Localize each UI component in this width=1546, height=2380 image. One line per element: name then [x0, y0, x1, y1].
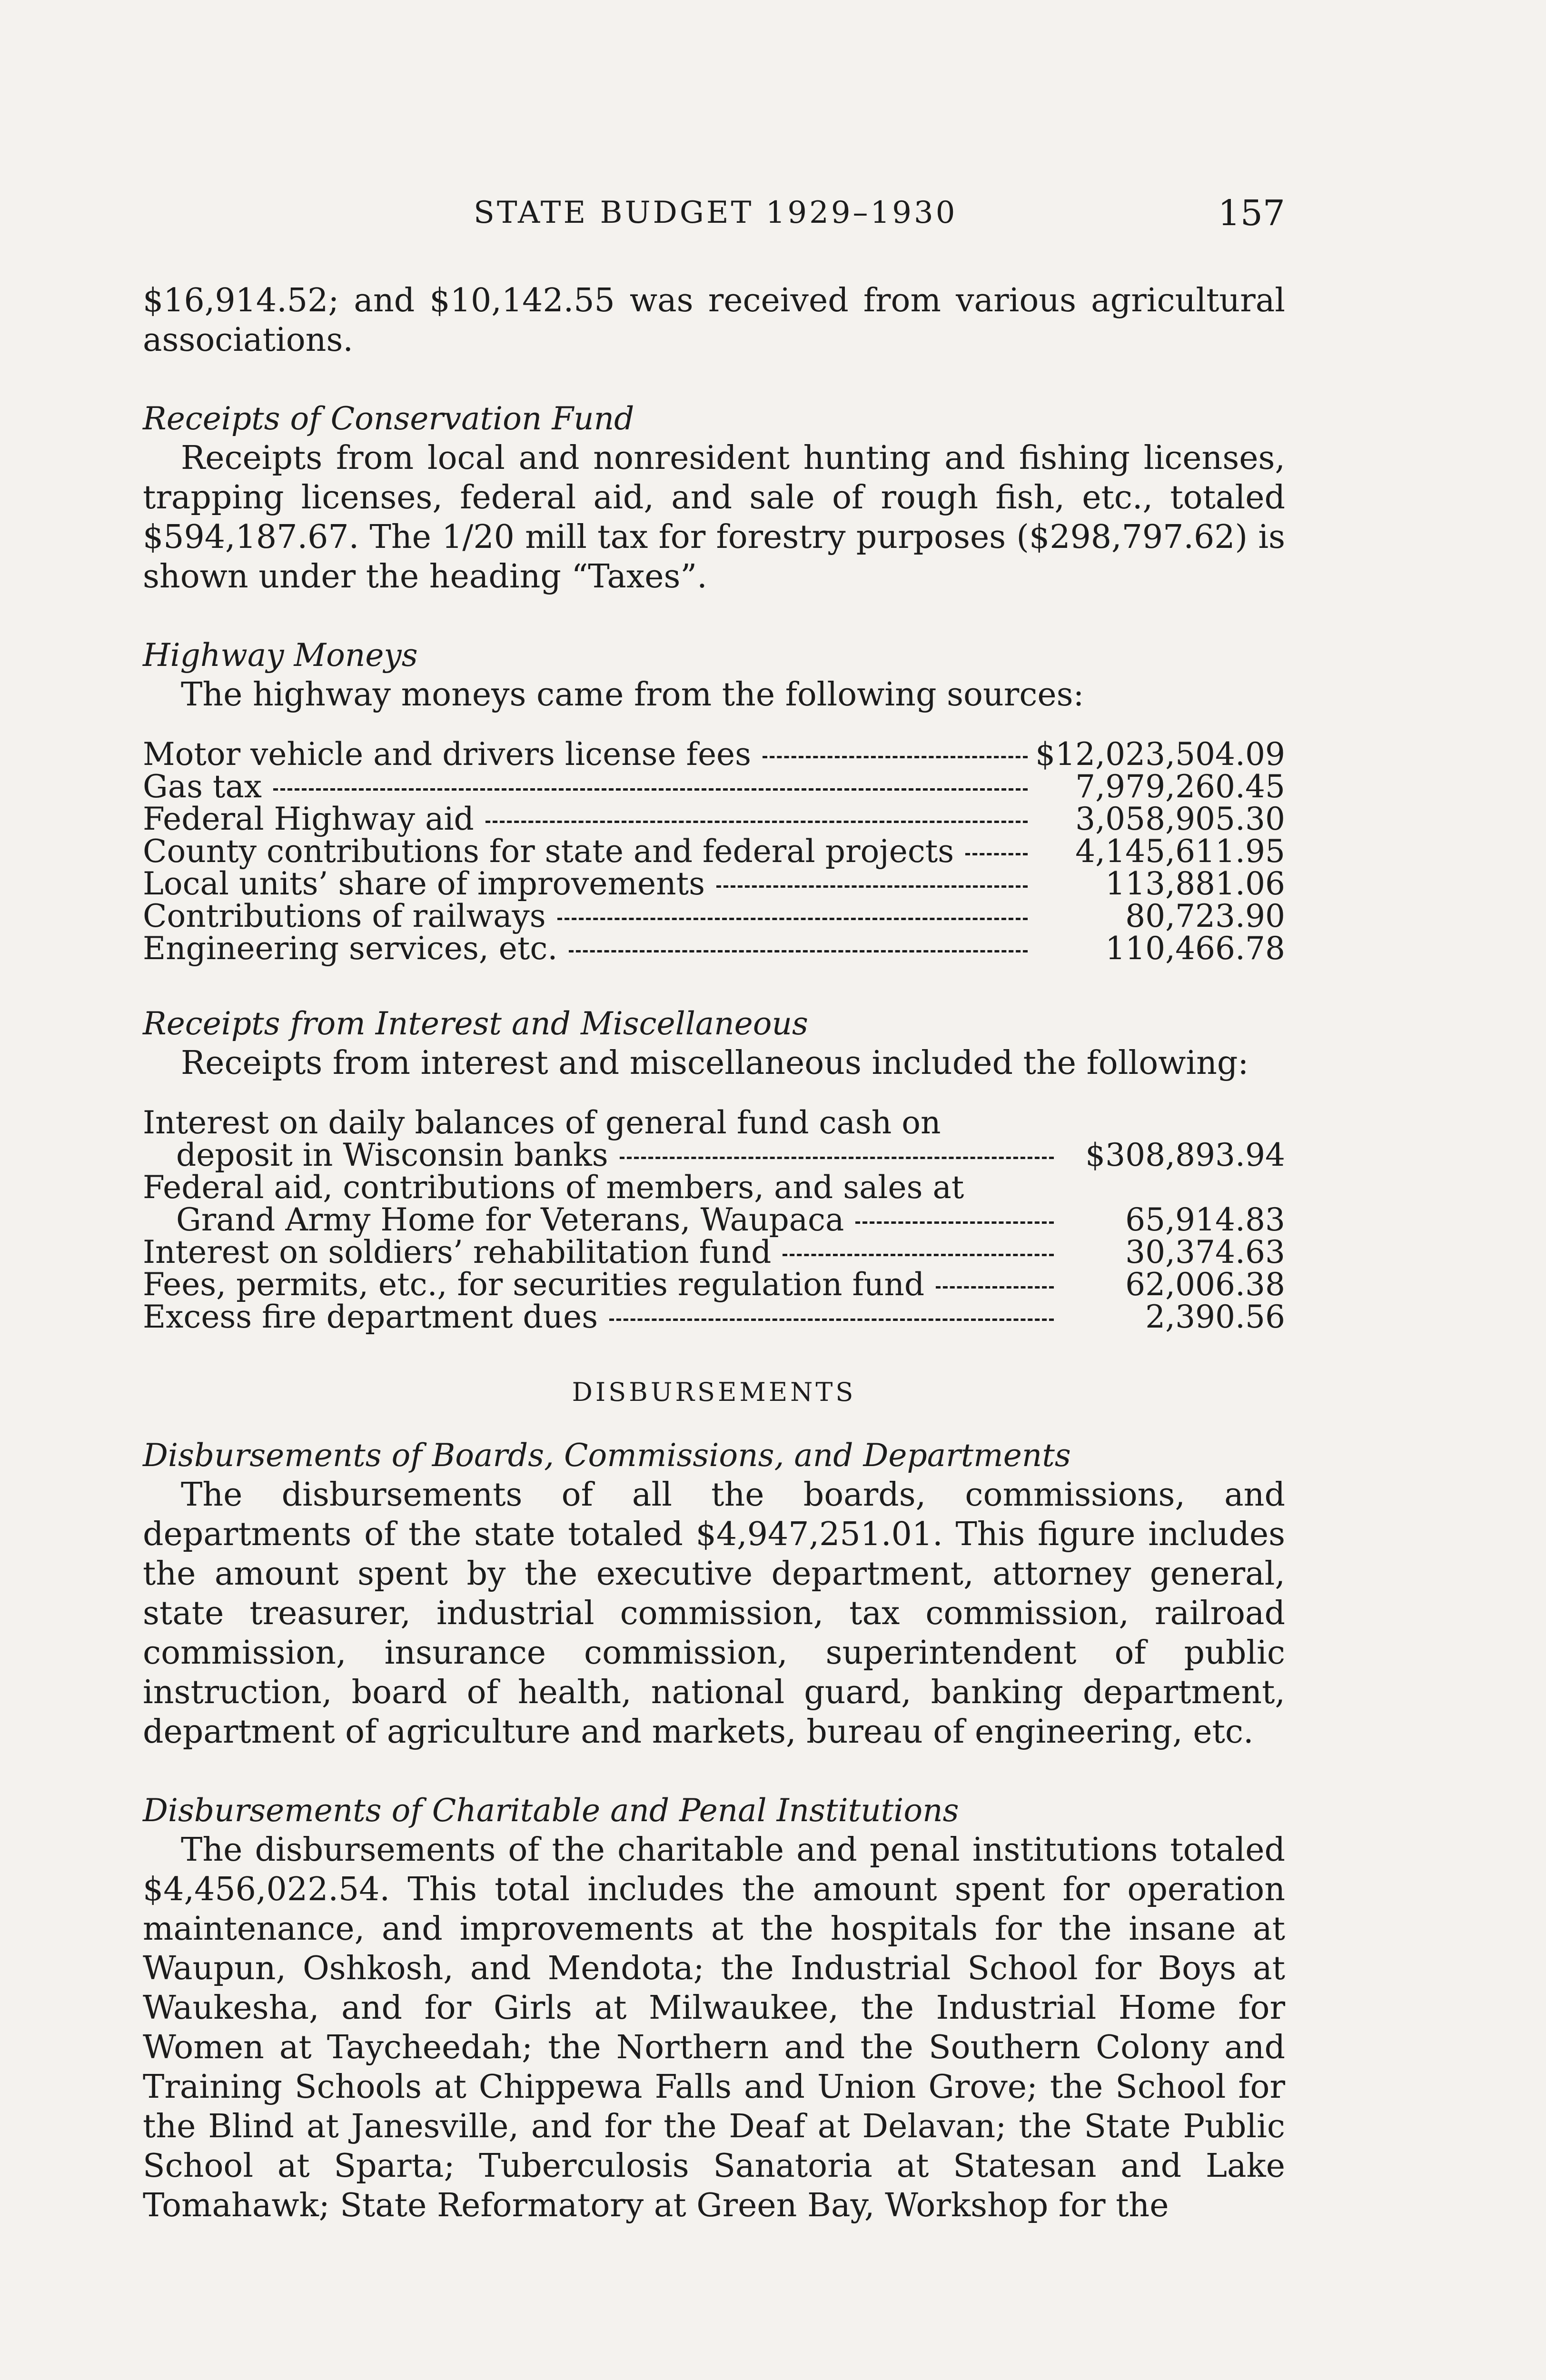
row-label: Contributions of railways [143, 898, 546, 934]
table-row [143, 738, 1285, 771]
table-row [143, 1107, 1285, 1139]
dot-leader [620, 1157, 1054, 1159]
charitable-paragraph: The disbursements of the charitable and penal institutions totaled $4,456,022.54. This total includes the amount spent for operation maintenance, and improvements at the hospitals for the insane at Waupun, Oshkosh, and Mendota; the Industrial School for Boys at Waukesha, and for Girls at Milwaukee, the Industrial Home for Women at Taycheedah; the Northern and the Southern Colony and Training Schools at Chippewa Falls and Union Grove; the School for the Blind at Janesville, and for the Deaf at Delavan; the State Public School at Sparta; Tuberculosis Sanatoria at Statesan and Lake Tomahawk; State Reformatory at Green Bay, Workshop for the [143, 1831, 1285, 2224]
boards-paragraph: The disbursements of all the boards, commissions, and departments of the state totaled $4,947,251.01. This figure includes the amount spent by the executive department, attorney general, state treasurer, industrial commission, tax commission, railroad commission, insurance commission, superintendent of public instruction, board of health, national guard, banking department, department of agriculture and markets, bureau of engineering, etc. [143, 1476, 1285, 1751]
page-body [143, 281, 1285, 2225]
row-amount: 113,881.06 [1105, 865, 1285, 902]
table-row [143, 1139, 1285, 1171]
row-label: Federal aid, contributions of members, and sales at [143, 1169, 964, 1206]
row-amount: 65,914.83 [1125, 1201, 1285, 1238]
interest-intro: Receipts from interest and miscellaneous included the following: [181, 1044, 1249, 1082]
dot-leader [783, 1254, 1054, 1256]
dot-leader [855, 1221, 1054, 1224]
interest-heading: Receipts from Interest and Miscellaneous [143, 1005, 808, 1042]
row-amount: 62,006.38 [1125, 1266, 1285, 1303]
row-amount: 80,723.90 [1125, 898, 1285, 934]
dot-leader [273, 788, 1028, 791]
table-row [143, 771, 1285, 803]
row-label: Federal Highway aid [143, 801, 474, 837]
dot-leader [965, 853, 1028, 855]
row-label-continued: deposit in Wisconsin banks [176, 1137, 608, 1173]
table-row [143, 1269, 1285, 1301]
dot-leader [557, 918, 1028, 920]
dot-leader [609, 1319, 1054, 1321]
table-row [143, 803, 1285, 835]
table-row [143, 900, 1285, 932]
interest-table [143, 1104, 1285, 1335]
row-label: Fees, permits, etc., for securities regulation fund [143, 1266, 925, 1303]
dot-leader [486, 821, 1028, 823]
row-label: Interest on daily balances of general fund cash on [143, 1104, 941, 1141]
table-row [143, 835, 1285, 868]
row-amount: 2,390.56 [1145, 1299, 1285, 1335]
highway-heading: Highway Moneys [143, 637, 418, 674]
row-label: County contributions for state and federal projects [143, 833, 954, 870]
table-row [143, 1204, 1285, 1236]
row-amount: $12,023,504.09 [1035, 736, 1285, 773]
table-row [143, 1171, 1285, 1204]
table-row [143, 1301, 1285, 1333]
dot-leader [569, 950, 1028, 952]
row-label: Gas tax [143, 768, 262, 805]
row-label-continued: Grand Army Home for Veterans, Waupaca [176, 1201, 844, 1238]
row-amount: 7,979,260.45 [1075, 768, 1285, 805]
running-header [143, 195, 1285, 248]
disbursements-section-heading: DISBURSEMENTS [572, 1377, 856, 1407]
conservation-heading: Receipts of Conservation Fund [143, 400, 634, 437]
highway-intro: The highway moneys came from the following sources: [181, 676, 1084, 714]
row-label: Local units’ share of improvements [143, 865, 705, 902]
row-label: Interest on soldiers’ rehabilitation fund [143, 1234, 772, 1270]
row-amount: 3,058,905.30 [1075, 801, 1285, 837]
row-amount: 4,145,611.95 [1075, 833, 1285, 870]
row-amount: 110,466.78 [1105, 930, 1285, 967]
highway-table [143, 738, 1285, 965]
row-label: Motor vehicle and drivers license fees [143, 736, 751, 773]
row-amount: $308,893.94 [1085, 1137, 1285, 1173]
table-row [143, 932, 1285, 965]
dot-leader [936, 1286, 1054, 1289]
charitable-heading: Disbursements of Charitable and Penal Institutions [143, 1792, 959, 1829]
table-row [143, 1236, 1285, 1269]
row-label: Engineering services, etc. [143, 930, 558, 967]
page-number: 157 [1218, 193, 1285, 234]
row-label: Excess fire department dues [143, 1299, 598, 1335]
dot-leader [716, 885, 1028, 888]
conservation-paragraph: Receipts from local and nonresident hunting and fishing licenses, trapping licenses, federal aid, and sale of rough fish, etc., totaled $594,187.67. The 1/20 mill tax for forestry purposes ($298,797.62) is shown under the heading “Taxes”. [143, 439, 1285, 595]
dot-leader [763, 756, 1028, 758]
boards-heading: Disbursements of Boards, Commissions, and Departments [143, 1437, 1071, 1474]
header-title: STATE BUDGET 1929–1930 [474, 195, 958, 230]
intro-paragraph: $16,914.52; and $10,142.55 was received from various agricultural associations. [143, 282, 1285, 359]
table-row [143, 868, 1285, 900]
row-amount: 30,374.63 [1125, 1234, 1285, 1270]
